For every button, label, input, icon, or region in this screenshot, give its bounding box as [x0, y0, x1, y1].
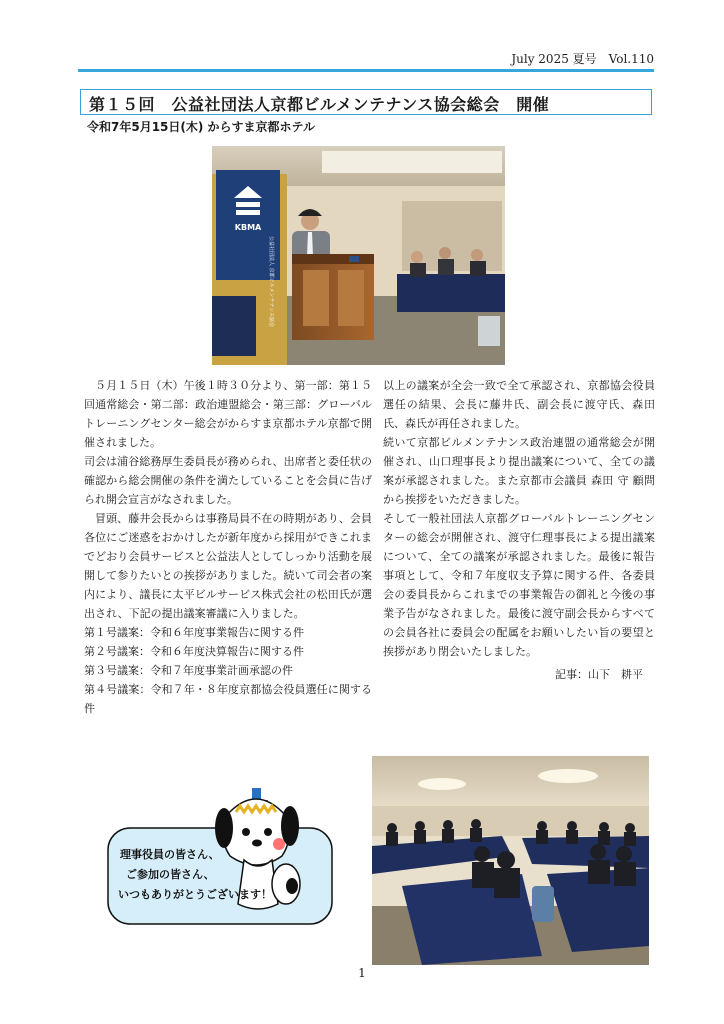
article-left-column — [84, 376, 372, 718]
mascot-illustration — [104, 788, 336, 928]
page-title: 第１５回 公益社団法人京都ビルメンテナンス協会総会 開催 — [89, 95, 550, 114]
page-number: 1 — [358, 966, 366, 980]
mascot-message-line2: ご参加の皆さん、 — [126, 868, 215, 881]
paragraph: 司会は浦谷総務厚生委員長が務められ、出席者と委任状の確認から総会開催の条件を満たしていることを会員に告げられ開会宣言がなされました。 — [84, 455, 372, 506]
audience-photo — [372, 756, 649, 965]
agenda-item: 第４号議案：令和７年・８年度京都協会役員選任に関する件 — [84, 683, 372, 715]
title-box — [80, 89, 652, 115]
mascot-message-line3: いつもありがとうございます！ — [118, 888, 272, 901]
paragraph: 以上の議案が全会一致で全て承認され、京都協会役員選任の結果、会長に藤井氏、副会長に渡守氏、森田氏、森氏が再任されました。 — [383, 379, 655, 430]
article-credit: 記事：山下 耕平 — [555, 668, 643, 681]
agenda-item: 第１号議案：令和６年度事業報告に関する件 — [84, 626, 304, 639]
issue-label: July 2025 夏号 Vol.110 — [511, 52, 654, 66]
paragraph: ５月１５日（木）午後１時３０分より、第一部：第１５回通常総会・第二部：政治連盟総会・第三部：グローバルトレーニングセンター総会がからすま京都ホテル京都で開催されました。 — [84, 379, 372, 449]
banner-vertical-text: 公益社団法人 京都ビルメンテナンス協会 — [268, 236, 274, 328]
paragraph: そして一般社団法人京都グローバルトレーニングセンターの総会が開催され、渡守仁理事長による提出議案について、全ての議案が承認されました。最後に報告事項として、令和７年度収支予算に関する件、各委員会の委員長からこれまでの事業報告の御礼と今後の事業予告がなされました。最後に渡守副会長からすべての会員各社に委員会の配属をお願いしたい旨の要望と挨拶があり閉会いたしました。 — [383, 512, 655, 658]
header-rule — [78, 69, 654, 72]
mascot-message-line1: 理事役員の皆さん、 — [120, 848, 220, 861]
agenda-item: 第２号議案：令和６年度決算報告に関する件 — [84, 645, 304, 658]
agenda-item: 第３号議案：令和７年度事業計画承認の件 — [84, 664, 293, 677]
article-right-column — [383, 376, 655, 684]
paragraph: 続いて京都ビルメンテナンス政治連盟の通常総会が開催され、山口理事長より提出議案について、全ての議案が承認されました。また京都市会議員 森田 守 顧問から挨拶をいただきました。 — [383, 436, 655, 506]
speaker-photo — [212, 146, 505, 365]
event-subtitle: 令和7年5月15日(木) からすま京都ホテル — [87, 120, 315, 134]
paragraph: 冒頭、藤井会長からは事務局員不在の時期があり、会員各位にご迷惑をおかけしたが新年度から採用ができこれまでどおり会員サービスと公益法人としてしっかり活動を展開して参りたいとの挨拶がありました。続いて司会者の案内により、議長に太平ビルサービス株式会社の松田氏が選出され、下記の提出議案審議に入りました。 — [84, 512, 372, 620]
banner-logo-text: KBMA — [234, 223, 262, 232]
